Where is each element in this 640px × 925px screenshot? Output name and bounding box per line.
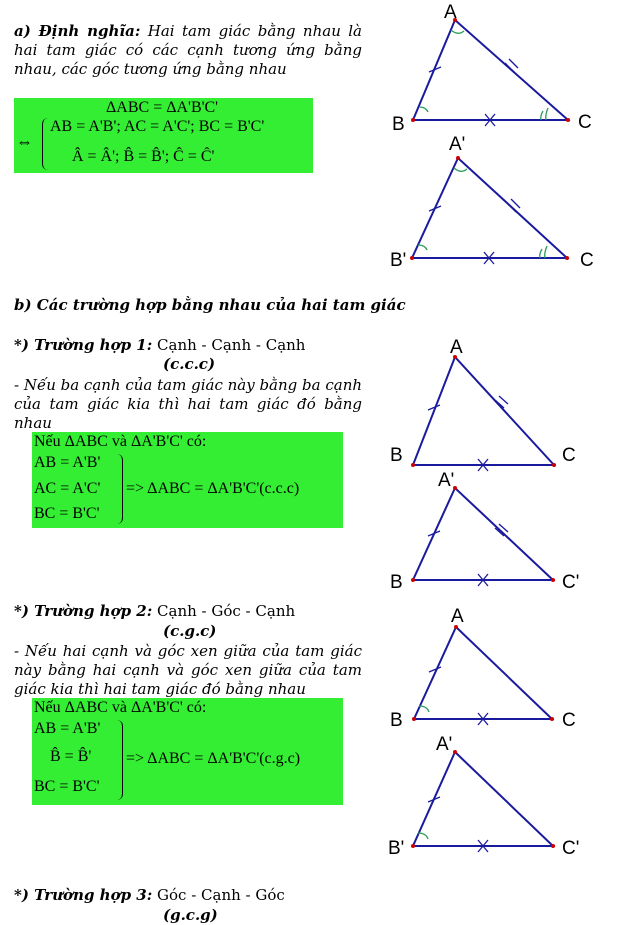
definition-congruence: ΔABC = ΔA'B'C': [106, 99, 219, 116]
case1-desc: - Nếu ba cạnh của tam giác này bằng ba cạnh của tam giác kia thì hai tam giác đó bằng nhau: [14, 376, 363, 432]
case1-label-b: B: [390, 445, 403, 466]
case1-label-a1: A': [438, 470, 455, 491]
cases-heading: b) Các trường hợp bằng nhau của hai tam giác: [14, 296, 406, 314]
case1-name: Cạnh - Cạnh - Cạnh: [152, 336, 306, 354]
def-label-b: B: [392, 114, 405, 135]
case2-heading: *) Trường hợp 2:: [14, 602, 153, 620]
definition-heading: a) Định nghĩa:: [14, 22, 141, 40]
case2-label-b: B: [390, 710, 403, 731]
case1-heading: *) Trường hợp 1:: [14, 336, 153, 354]
case1-triangle-abc: [413, 357, 554, 465]
def-label-a1: A': [449, 134, 466, 155]
def-label-c: C: [578, 112, 592, 133]
case2-l3: BC = B'C': [34, 778, 100, 795]
definition-body: Hai tam giác bằng nhau là hai tam giác có các cạnh tương ứng bằng nhau, các góc tương ứng bằng nhau: [14, 22, 362, 78]
case1-label-a: A: [450, 337, 463, 358]
case2-desc: - Nếu hai cạnh và góc xen giữa của tam giác này bằng hai cạnh và góc xen giữa của tam giác kia thì hai tam giác đó bằng nhau: [14, 642, 362, 698]
def-label-a: A: [444, 2, 457, 23]
case1-label-c1: C': [562, 572, 580, 593]
case2-label-c: C: [562, 710, 576, 731]
def-label-c1: C: [580, 250, 594, 271]
case1-l3: BC = B'C': [34, 505, 100, 522]
case2-label-c1: C': [562, 838, 580, 859]
case2-box-title: Nếu ΔABC và ΔA'B'C' có:: [34, 699, 207, 716]
case3-abbr: (g.c.g): [163, 906, 218, 924]
case1-l2: AC = A'C': [34, 480, 101, 497]
case1-abbr: (c.c.c): [163, 355, 216, 373]
case1-l1: AB = A'B': [34, 454, 101, 471]
case1-result: => ΔABC = ΔA'B'C'(c.c.c): [126, 480, 300, 497]
case1-label-c: C: [562, 445, 576, 466]
def-label-b1: B': [390, 250, 407, 271]
case2-result: => ΔABC = ΔA'B'C'(c.g.c): [126, 750, 301, 767]
equivalence-arrow: ⇔: [16, 132, 33, 151]
definition-angles: Â = Â'; B̂ = B̂'; Ĉ = Ĉ': [72, 148, 215, 165]
case1-label-b1: B: [390, 572, 403, 593]
case2-label-b1: B': [388, 838, 405, 859]
case3-heading: *) Trường hợp 3:: [14, 886, 153, 904]
case2-label-a1: A': [436, 734, 453, 755]
case3-name: Góc - Cạnh - Góc: [152, 886, 285, 904]
case2-name: Cạnh - Góc - Cạnh: [152, 602, 296, 620]
case2-l1: AB = A'B': [34, 720, 101, 737]
case2-l2: B̂ = B̂': [50, 748, 92, 765]
case1-box-title: Nếu ΔABC và ΔA'B'C' có:: [34, 433, 207, 450]
def-triangle-abc: [413, 20, 568, 120]
case2-label-a: A: [451, 606, 464, 627]
definition-sides: AB = A'B'; AC = A'C'; BC = B'C': [50, 118, 265, 135]
case2-triangle-abc: [414, 627, 552, 719]
case2-abbr: (c.g.c): [163, 622, 217, 640]
